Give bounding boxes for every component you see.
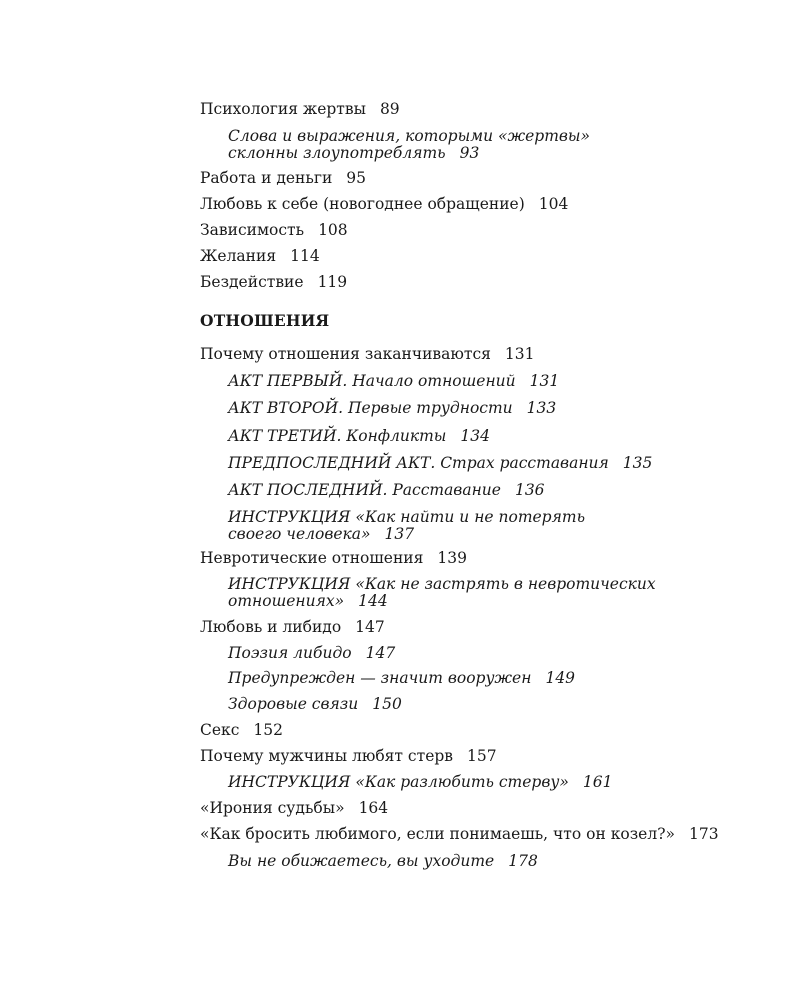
toc-entry-page: 147 bbox=[365, 644, 396, 662]
toc-entry-page: 149 bbox=[545, 669, 576, 687]
toc-subentry bbox=[228, 576, 656, 610]
section-heading: ОТНОШЕНИЯ bbox=[200, 311, 330, 330]
toc-entry-desires bbox=[200, 248, 320, 265]
toc-entry-title: Зависимость bbox=[200, 221, 305, 239]
toc-entry-page: 104 bbox=[538, 195, 569, 213]
toc-subentry bbox=[228, 428, 490, 445]
toc-entry-title-line1: Слова и выражения, которыми «жертвы» bbox=[228, 127, 591, 145]
toc-entry-page: 119 bbox=[317, 273, 348, 291]
toc-subentry bbox=[228, 645, 395, 662]
toc-entry-page: 114 bbox=[290, 247, 320, 265]
toc-entry-title: ИНСТРУКЦИЯ «Как разлюбить стерву» bbox=[228, 773, 569, 791]
toc-entry-page: 139 bbox=[437, 549, 467, 567]
toc-entry-page: 133 bbox=[526, 399, 557, 417]
toc-entry-title: Вы не обижаетесь, вы уходите bbox=[228, 852, 495, 870]
toc-subentry-words-and-expressions bbox=[228, 128, 590, 162]
toc-entry-title: Желания bbox=[200, 247, 277, 265]
toc-entry-title: Работа и деньги bbox=[200, 169, 333, 187]
toc-entry-title: Невротические отношения bbox=[200, 549, 424, 567]
toc-entry-title: АКТ ПОСЛЕДНИЙ. Расставание bbox=[228, 481, 501, 499]
toc-entry-psychology-of-victim bbox=[200, 101, 400, 118]
toc-entry-title: Предупрежден — значит вооружен bbox=[228, 669, 532, 687]
toc-entry-page: 134 bbox=[460, 427, 491, 445]
toc-entry bbox=[200, 826, 719, 843]
toc-entry-page: 95 bbox=[346, 169, 367, 187]
toc-entry-title-line2: своего человека» bbox=[228, 525, 371, 543]
toc-subentry bbox=[228, 373, 559, 390]
toc-entry-page: 131 bbox=[529, 372, 560, 390]
toc-subentry bbox=[228, 670, 575, 687]
toc-entry-dependency bbox=[200, 222, 348, 239]
toc-entry-page: 144 bbox=[358, 592, 388, 610]
toc-entry bbox=[200, 800, 388, 817]
toc-entry-title: Почему отношения заканчиваются bbox=[200, 345, 491, 363]
toc-subentry bbox=[228, 400, 556, 417]
toc-entry-title: АКТ ВТОРОЙ. Первые трудности bbox=[228, 399, 513, 417]
toc-entry-page: 178 bbox=[508, 852, 538, 870]
toc-entry-page: 93 bbox=[459, 144, 480, 162]
toc-entry-page: 150 bbox=[372, 695, 402, 713]
toc-entry-self-love bbox=[200, 196, 568, 213]
toc-entry-title: Психология жертвы bbox=[200, 100, 366, 118]
toc-entry-work-and-money bbox=[200, 170, 366, 187]
toc-entry-title-line1: ИНСТРУКЦИЯ «Как не застрять в невротических bbox=[228, 575, 656, 593]
toc-entry-page: 157 bbox=[467, 747, 497, 765]
toc-entry bbox=[200, 550, 467, 567]
toc-entry-title: «Ирония судьбы» bbox=[200, 799, 345, 817]
toc-subentry bbox=[228, 774, 612, 791]
toc-subentry bbox=[228, 482, 545, 499]
toc-entry-page: 164 bbox=[358, 799, 389, 817]
toc-entry bbox=[200, 748, 497, 765]
toc-entry-page: 136 bbox=[514, 481, 545, 499]
toc-entry-page: 131 bbox=[504, 345, 535, 363]
toc-entry-title: Бездействие bbox=[200, 273, 304, 291]
toc-entry-title: АКТ ТРЕТИЙ. Конфликты bbox=[228, 427, 447, 445]
toc-entry-page: 137 bbox=[384, 525, 415, 543]
toc-subentry bbox=[228, 696, 402, 713]
toc-entry-page: 173 bbox=[688, 825, 719, 843]
toc-entry bbox=[200, 346, 535, 363]
toc-entry-page: 161 bbox=[582, 773, 613, 791]
toc-entry-title-line1: ИНСТРУКЦИЯ «Как найти и не потерять bbox=[228, 508, 586, 526]
toc-entry-title: Почему мужчины любят стерв bbox=[200, 747, 454, 765]
toc-entry-title-line2: склонны злоупотреблять bbox=[228, 144, 446, 162]
toc-entry-title: Поэзия либидо bbox=[228, 644, 352, 662]
toc-entry-title: «Как бросить любимого, если понимаешь, что он козел?» bbox=[200, 825, 675, 843]
toc-entry-page: 147 bbox=[355, 618, 385, 636]
toc-subentry bbox=[228, 455, 652, 472]
toc-entry-title: ПРЕДПОСЛЕДНИЙ АКТ. Страх расставания bbox=[228, 454, 609, 472]
toc-entry-page: 108 bbox=[318, 221, 348, 239]
toc-entry-title: Любовь к себе (новогоднее обращение) bbox=[200, 195, 525, 213]
toc-entry-title: Любовь и либидо bbox=[200, 618, 342, 636]
toc-entry-title: АКТ ПЕРВЫЙ. Начало отношений bbox=[228, 372, 516, 390]
toc-entry-page: 152 bbox=[253, 721, 283, 739]
toc-entry-page: 89 bbox=[379, 100, 400, 118]
toc-entry bbox=[200, 619, 385, 636]
toc-entry-page: 135 bbox=[622, 454, 653, 472]
toc-entry-title-line2: отношениях» bbox=[228, 592, 345, 610]
toc-entry-inaction bbox=[200, 274, 347, 291]
toc-entry-title: Секс bbox=[200, 721, 240, 739]
toc-entry bbox=[200, 722, 283, 739]
toc-subentry bbox=[228, 509, 585, 543]
toc-subentry bbox=[228, 853, 538, 870]
toc-entry-title: Здоровые связи bbox=[228, 695, 359, 713]
